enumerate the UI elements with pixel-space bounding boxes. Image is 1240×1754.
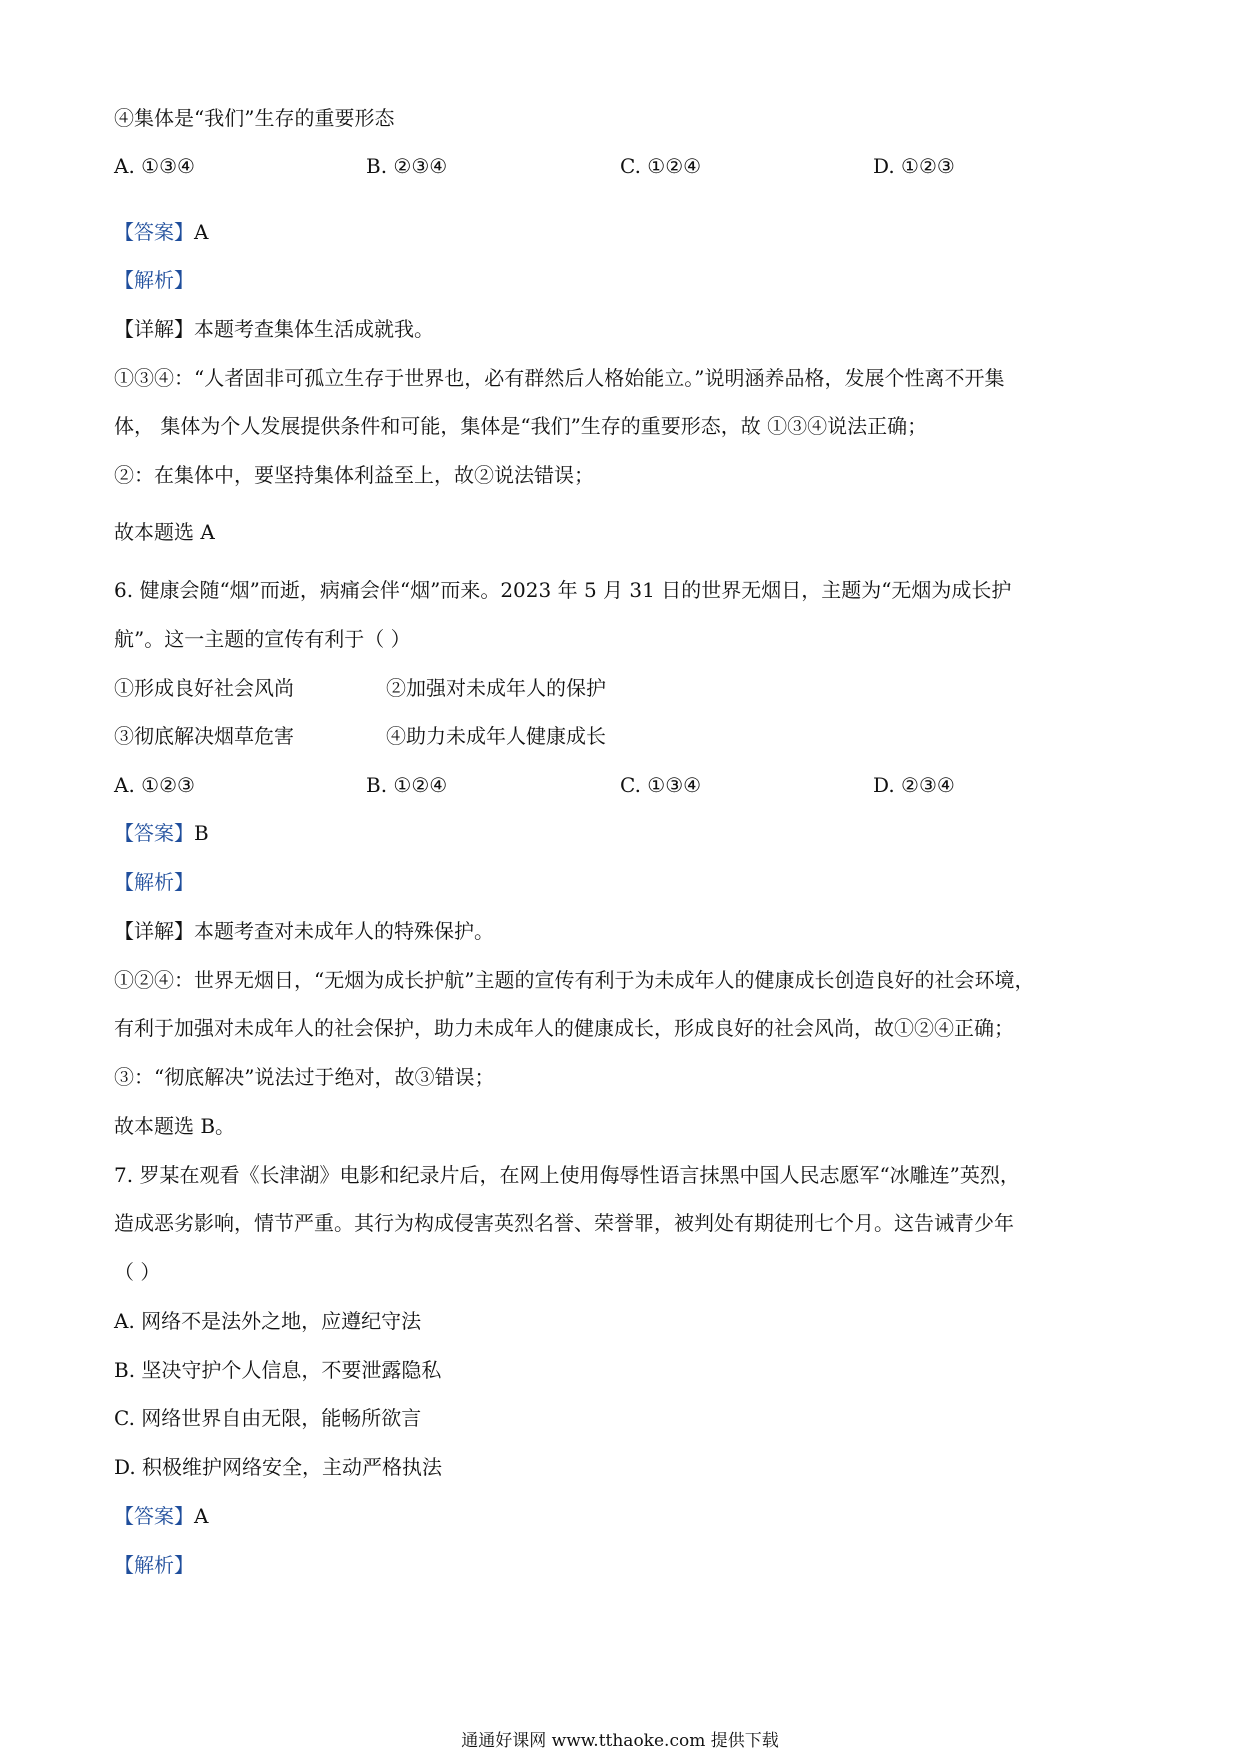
q5-detail: 【详解】本题考查集体生活成就我。 — [114, 317, 434, 341]
q7-option-b: B. 坚决守护个人信息，不要泄露隐私 — [114, 1358, 442, 1382]
footer-source-note: 通通好课网 www.tthaoke.com 提供下载 — [461, 1731, 779, 1751]
q6-item-4: ④助力未成年人健康成长 — [386, 724, 606, 748]
q6-analysis-label: 【解析】 — [114, 870, 194, 894]
q5-explanation-line-1: ①③④：“人者固非可孤立生存于世界也，必有群然后人格始能立。”说明涵养品格，发展个性离不开集 — [114, 366, 1005, 390]
q6-option-a: A. ①②③ — [114, 773, 195, 797]
q6-item-2: ②加强对未成年人的保护 — [386, 676, 606, 700]
q6-conclusion: 故本题选 B。 — [114, 1114, 236, 1138]
q6-option-c: C. ①③④ — [620, 773, 702, 797]
q6-explanation-line-3: ③：“彻底解决”说法过于绝对，故③错误； — [114, 1065, 495, 1089]
q5-answer — [114, 218, 208, 246]
q6-item-1: ①形成良好社会风尚 — [114, 676, 294, 700]
answer-label: 【答案】 — [114, 821, 194, 845]
q6-item-3: ③彻底解决烟草危害 — [114, 724, 294, 748]
q6-answer — [114, 819, 209, 847]
answer-value: B — [194, 821, 209, 845]
q7-option-d: D. 积极维护网络安全，主动严格执法 — [114, 1455, 443, 1479]
q7-analysis-label: 【解析】 — [114, 1553, 194, 1577]
q7-option-c: C. 网络世界自由无限，能畅所欲言 — [114, 1406, 422, 1430]
answer-label: 【答案】 — [114, 220, 194, 244]
q6-detail: 【详解】本题考查对未成年人的特殊保护。 — [114, 919, 494, 943]
q5-option-a: A. ①③④ — [114, 154, 195, 178]
q5-option-b: B. ②③④ — [366, 154, 448, 178]
answer-label: 【答案】 — [114, 1504, 194, 1528]
q6-explanation-line-1: ①②④：世界无烟日，“无烟为成长护航”主题的宣传有利于为未成年人的健康成长创造良好的社会环境， — [114, 968, 1035, 992]
q7-option-a: A. 网络不是法外之地，应遵纪守法 — [114, 1309, 422, 1333]
answer-value: A — [194, 220, 209, 244]
q7-stem-line-2: 造成恶劣影响，情节严重。其行为构成侵害英烈名誉、荣誉罪，被判处有期徒刑七个月。这告诫青少年 — [114, 1211, 1014, 1235]
q6-option-b: B. ①②④ — [366, 773, 448, 797]
q6-option-d: D. ②③④ — [873, 773, 955, 797]
q5-analysis-label: 【解析】 — [114, 268, 194, 292]
q5-option-c: C. ①②④ — [620, 154, 702, 178]
q7-stem-line-1: 7. 罗某在观看《长津湖》电影和纪录片后，在网上使用侮辱性语言抹黑中国人民志愿军“冰雕连”英烈， — [114, 1163, 1020, 1187]
q5-option-d: D. ①②③ — [873, 154, 955, 178]
q6-stem-line-2: 航”。这一主题的宣传有利于（ ） — [114, 627, 411, 651]
q7-stem-line-3: （ ） — [114, 1260, 161, 1284]
answer-value: A — [194, 1504, 209, 1528]
q5-conclusion: 故本题选 A — [114, 520, 215, 544]
q6-explanation-line-2: 有利于加强对未成年人的社会保护，助力未成年人的健康成长，形成良好的社会风尚，故①②④正确； — [114, 1016, 1014, 1040]
q5-item-4: ④集体是“我们”生存的重要形态 — [114, 106, 395, 130]
q6-stem-line-1: 6. 健康会随“烟”而逝，病痛会伴“烟”而来。2023 年 5 月 31 日的世界无烟日，主题为“无烟为成长护 — [114, 578, 1012, 602]
q5-explanation-line-2: 体， 集体为个人发展提供条件和可能，集体是“我们”生存的重要形态，故 ①③④说法正确； — [114, 414, 928, 438]
q5-explanation-line-3: ②：在集体中，要坚持集体利益至上，故②说法错误； — [114, 463, 594, 487]
q7-answer — [114, 1502, 208, 1530]
